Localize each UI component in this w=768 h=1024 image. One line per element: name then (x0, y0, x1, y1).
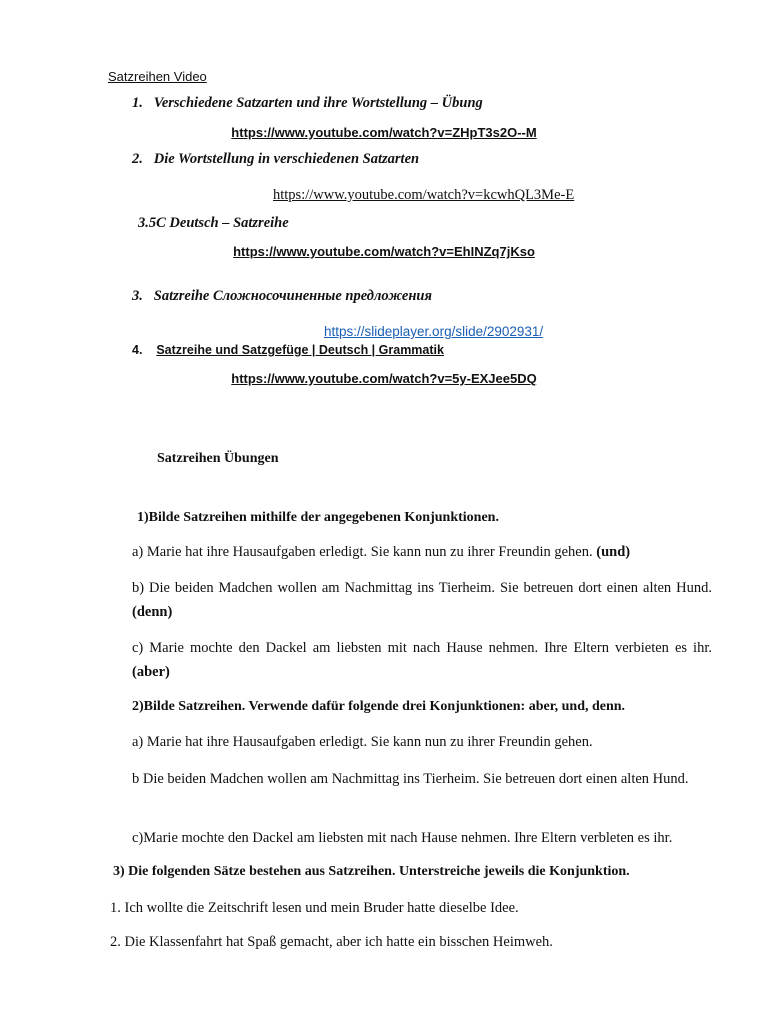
video-item-number: 1. (132, 95, 143, 111)
video-link-2[interactable]: https://www.youtube.com/watch?v=kcwhQL3Me-E (273, 187, 575, 203)
video-item-number: 4. (132, 343, 143, 357)
task-1-item-a: a) Marie hat ihre Hausaufgaben erledigt. Sie kann nun zu ihrer Freundin gehen. (und) (132, 544, 631, 560)
task-1-heading: 1)Bilde Satzreihen mithilfe der angegebenen Konjunktionen. (137, 510, 499, 525)
conjunction-hint: (denn) (132, 604, 173, 620)
video-item-1 (132, 95, 483, 112)
video-item-3-5c (138, 215, 289, 232)
video-item-title: Satzreihe und Satzgefüge | Deutsch | Grammatik (156, 343, 444, 357)
video-item-number: 3. (132, 288, 143, 304)
video-link-3-5c[interactable]: https://www.youtube.com/watch?v=EhINZq7jKso (233, 244, 535, 259)
video-item-2 (132, 151, 419, 168)
task-2-item-b: b Die beiden Madchen wollen am Nachmittag ins Tierheim. Sie betreuen dort einen alten Hund. (132, 771, 689, 787)
video-item-title: 3.5C Deutsch – Satzreihe (138, 215, 289, 231)
task-3-item-2: 2. Die Klassenfahrt hat Spaß gemacht, aber ich hatte ein bisschen Heimweh. (110, 934, 553, 950)
page-title: Satzreihen Video (108, 69, 207, 84)
video-link-3[interactable]: https://slideplayer.org/slide/2902931/ (324, 324, 544, 339)
task-2-item-a: a) Marie hat ihre Hausaufgaben erledigt. Sie kann nun zu ihrer Freundin gehen. (132, 734, 593, 750)
task-3-item-1: 1. Ich wollte die Zeitschrift lesen und mein Bruder hatte dieselbe Idee. (110, 900, 519, 916)
video-item-title: Verschiedene Satzarten und ihre Wortstellung – Übung (153, 95, 483, 111)
exercises-heading: Satzreihen Übungen (157, 451, 279, 466)
video-item-4 (132, 343, 444, 357)
task-3-heading: 3) Die folgenden Sätze bestehen aus Satzreihen. Unterstreiche jeweils die Konjunktion. (113, 864, 630, 879)
task-1-item-b: b) Die beiden Madchen wollen am Nachmittag ins Tierheim. Sie betreuen dort einen alten Hund. (denn) (132, 580, 712, 620)
video-item-title: Satzreihe Сложносочиненные предложения (153, 288, 432, 304)
task-2-item-c: c)Marie mochte den Dackel am liebsten mit nach Hause nehmen. Ihre Eltern verbleten es ihr. (132, 830, 673, 846)
conjunction-hint: (aber) (132, 664, 170, 680)
video-link-4[interactable]: https://www.youtube.com/watch?v=5y-EXJee5DQ (231, 371, 537, 386)
task-2-heading: 2)Bilde Satzreihen. Verwende dafür folgende drei Konjunktionen: aber, und, denn. (132, 699, 626, 714)
task-1-item-c: c) Marie mochte den Dackel am liebsten mit nach Hause nehmen. Ihre Eltern verbieten es ihr. (aber) (132, 640, 712, 680)
video-link-1[interactable]: https://www.youtube.com/watch?v=ZHpT3s2O--M (231, 125, 537, 140)
video-item-number: 2. (132, 151, 143, 167)
video-item-3 (132, 288, 432, 305)
conjunction-hint: (und) (596, 544, 631, 560)
video-item-title: Die Wortstellung in verschiedenen Satzarten (153, 151, 420, 167)
